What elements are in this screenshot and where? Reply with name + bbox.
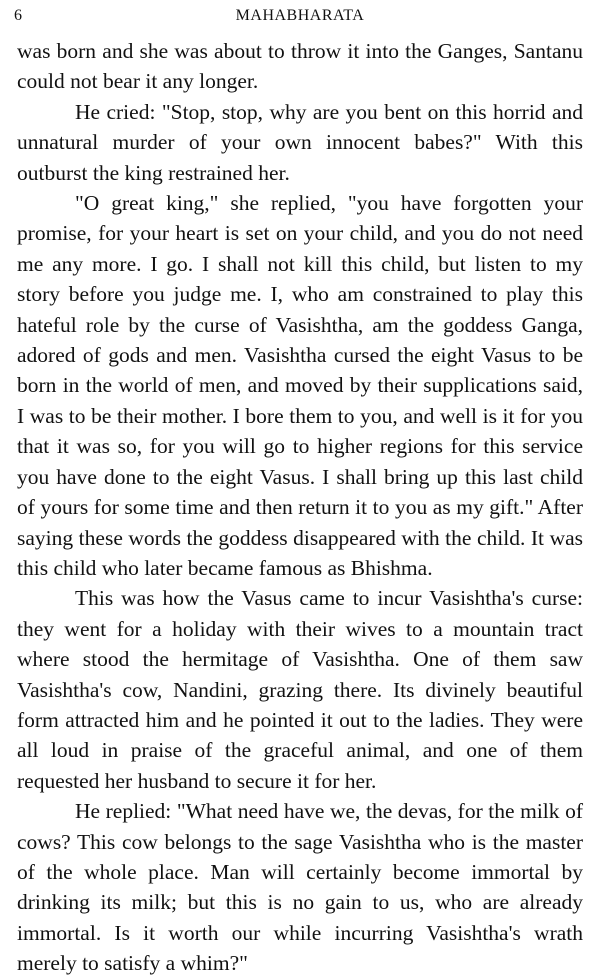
paragraph: He cried: "Stop, stop, why are you bent on this horrid and unnatural murder of your own innocent babes?" With this outburst the king restrained her.: [17, 99, 583, 185]
running-title: MAHABHARATA: [235, 7, 365, 24]
page-number: 6: [14, 7, 22, 24]
paragraph: "O great king," she replied, "you have forgotten your promise, for your heart is set on your child, and you do not need me any more. I go. I shall not kill this child, but listen to my story before you judge me. I, who am constrained to play this hateful role by the curse of Vasishtha, am the goddess Ganga, adored of gods and men. Vasishtha cursed the eight Vasus to be born in the world of men, and moved by their supplications said, I was to be their mother. I bore them to you, and well is it for you that it was so, for you will go to higher regions for this service you have done to the eight Vasus. I shall bring up this last child of yours for some time and then return it to you as my gift." After saying these words the goddess disappeared with the child. It was this child who later became famous as Bhishma.: [17, 191, 583, 580]
paragraph-continuation: was born and she was about to throw it into the Ganges, Santanu could not bear it any longer.: [17, 39, 583, 94]
body-text: [17, 36, 583, 979]
page-header: [14, 4, 586, 28]
paragraph: He replied: "What need have we, the devas, for the milk of cows? This cow belongs to the sage Vasishtha who is the master of the whole place. Man will certainly become immortal by drinking its milk; but this is no gain to us, who are already immortal. Is it worth our while incurring Vasishtha's wrath merely to satisfy a whim?": [17, 799, 583, 976]
paragraph: This was how the Vasus came to incur Vasishtha's curse: they went for a holiday with their wives to a mountain tract where stood the hermitage of Vasishtha. One of them saw Vasishtha's cow, Nandini, grazing there. Its divinely beautiful form attracted him and he pointed it out to the ladies. They were all loud in praise of the graceful animal, and one of them requested her husband to secure it for her.: [17, 586, 583, 793]
